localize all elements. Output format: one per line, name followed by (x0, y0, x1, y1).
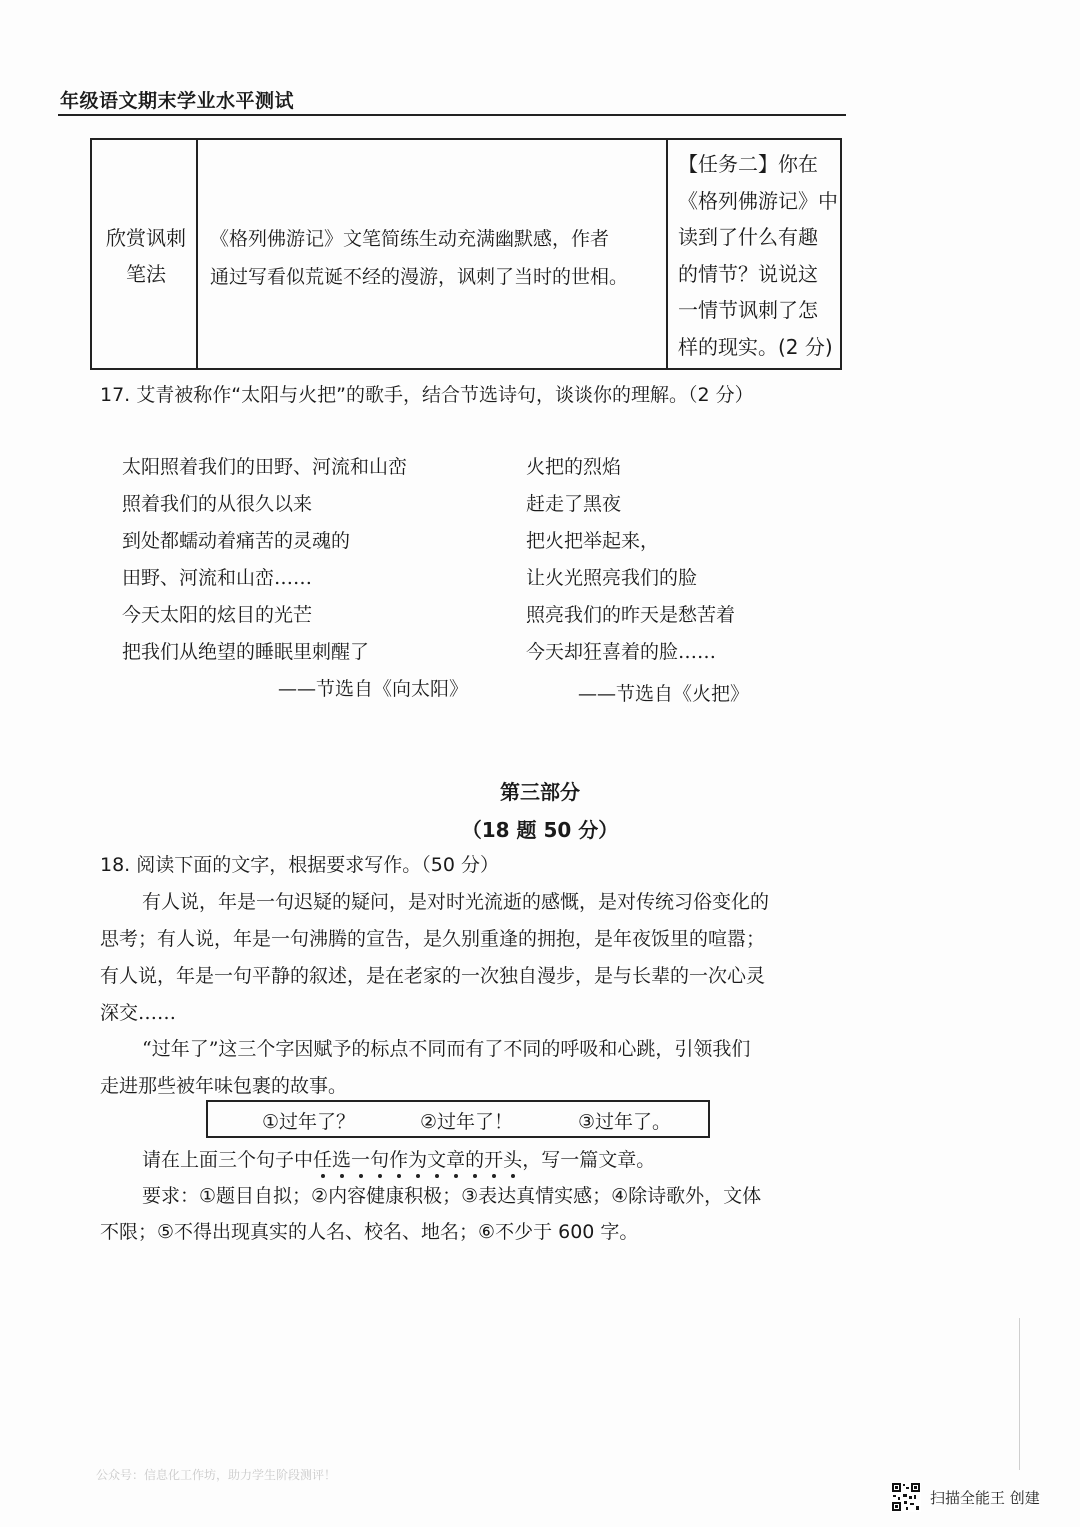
table-cell-line: 读到了什么有趣 (678, 225, 818, 249)
instruction-text: ，写一篇文章。 (522, 1149, 656, 1171)
poem-line: 让火光照亮我们的脸 (526, 567, 698, 589)
header-divider (58, 114, 846, 116)
poem-line: 把火把举起来， (526, 530, 660, 552)
poem-line: 太阳照着我们的田野、河流和山峦 (122, 456, 408, 478)
table-cell-line: 笔法 (126, 262, 166, 286)
table-cell-line: 《格列佛游记》文笔简练生动充满幽默感，作者 (210, 228, 610, 250)
paragraph-line: 深交…… (100, 1002, 177, 1024)
poem-line: 今天太阳的炫目的光芒 (122, 604, 313, 626)
option-2: ②过年了！ (420, 1111, 514, 1133)
poem-source: ——节选自《向太阳》 (278, 678, 469, 700)
poem-source: ——节选自《火把》 (578, 683, 750, 705)
table-cell-line: 样的现实。(2 分) (678, 334, 833, 359)
table-cell-line: 【任务二】你在 (678, 152, 818, 176)
poem-line: 火把的烈焰 (526, 456, 622, 478)
paragraph-line: 有人说，年是一句平静的叙述，是在老家的一次独自漫步，是与长辈的一次心灵 (100, 965, 766, 987)
table-cell-line: 通过写看似荒诞不经的漫游，讽刺了当时的世相。 (210, 266, 629, 288)
watermark-text: 公众号：信息化工作坊，助力学生阶段测评！ (96, 1468, 337, 1482)
paragraph-line: 走进那些被年味包裹的故事。 (100, 1075, 348, 1097)
poem-line: 田野、河流和山峦…… (122, 567, 313, 589)
table-cell-task (678, 146, 840, 365)
poem-line: 把我们从绝望的睡眠里刺醒了 (122, 641, 370, 663)
requirement-line: 要求：①题目自拟；②内容健康积极；③表达真情实感；④除诗歌外，文体 (142, 1185, 762, 1207)
table-divider (666, 140, 668, 368)
section-title: 第三部分 (500, 780, 580, 804)
poem-line: 今天却狂喜着的脸…… (526, 641, 717, 663)
margin-line (1019, 1318, 1020, 1470)
page-header-title: 年级语文期末学业水平测试 (60, 90, 295, 112)
task-table (90, 138, 842, 370)
scanner-brand-text: 扫描全能王 创建 (930, 1489, 1040, 1507)
option-1: ①过年了？ (262, 1111, 356, 1133)
table-cell-line: 的情节？说说这 (678, 261, 818, 286)
table-cell-description (210, 220, 660, 296)
qr-code-icon (891, 1482, 921, 1512)
section-subtitle: （18 题 50 分） (461, 818, 619, 842)
paragraph-line: 有人说，年是一句迟疑的疑问，是对时光流逝的感慨，是对传统习俗变化的 (142, 891, 770, 913)
option-3: ③过年了。 (578, 1111, 672, 1133)
opening-sentence-options (206, 1100, 710, 1138)
paragraph-line: “过年了”这三个字因赋予的标点不同而有了不同的呼吸和心跳，引领我们 (142, 1038, 751, 1060)
question-17: 17. 艾青被称作“太阳与火把”的歌手，结合节选诗句，谈谈你的理解。（2 分） (100, 384, 754, 406)
paragraph-line: 思考；有人说，年是一句沸腾的宣告，是久别重逢的拥抱，是年夜饭里的喧嚣； (100, 928, 766, 950)
poem-line: 赶走了黑夜 (526, 493, 622, 515)
requirement-line: 不限；⑤不得出现真实的人名、校名、地名；⑥不少于 600 字。 (100, 1221, 639, 1243)
table-cell-line: 一情节讽刺了怎 (678, 298, 818, 322)
instruction-text: 请在上面三个句子中 (142, 1149, 314, 1171)
poem-line: 到处都蠕动着痛苦的灵魂的 (122, 530, 351, 552)
writing-instruction (142, 1145, 655, 1172)
table-cell-line: 《格列佛游记》中 (678, 188, 838, 213)
instruction-emphasis: 任选一句作为文章的开头 (313, 1149, 523, 1171)
poem-line: 照着我们的从很久以来 (122, 493, 313, 515)
poem-line: 照亮我们的昨天是愁苦着 (526, 604, 736, 626)
table-cell-line: 欣赏讽刺 (106, 226, 186, 250)
question-18: 18. 阅读下面的文字，根据要求写作。（50 分） (100, 854, 499, 876)
table-cell-skill (94, 220, 198, 292)
